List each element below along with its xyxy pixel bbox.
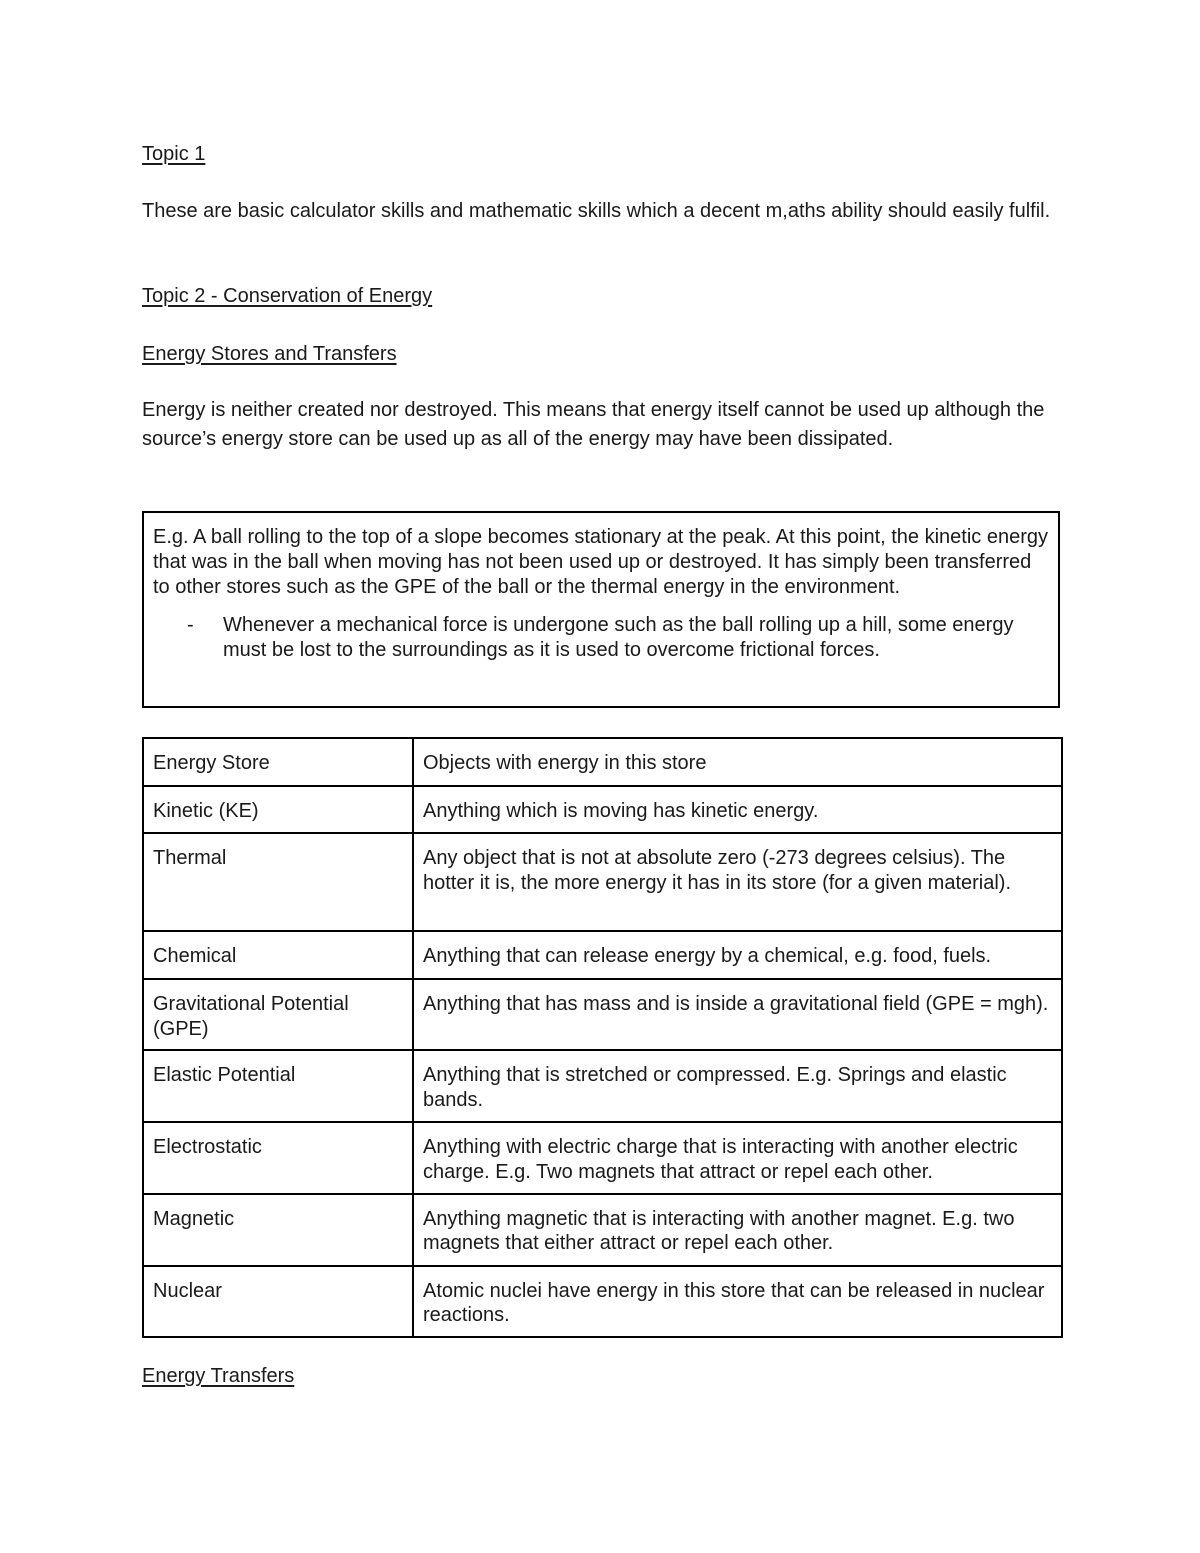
bullet-marker: - <box>187 614 194 637</box>
callout-bullet-text: Whenever a mechanical force is undergone such as the ball rolling up a hill, some energy must be lost to the surroundings as it is used to overcome frictional forces. <box>223 614 1014 662</box>
callout-text: E.g. A ball rolling to the top of a slope becomes stationary at the peak. At this point, the kinetic energy that was in the ball when moving has not been used up or destroyed. It has simply been transferred to other stores such as the GPE of the ball or the thermal energy in the environment. <box>153 526 1048 598</box>
table-row <box>143 1122 1062 1194</box>
store-description-cell: Anything magnetic that is interacting with another magnet. E.g. two magnets that either attract or repel each other. <box>413 1194 1062 1266</box>
table-row <box>143 1266 1062 1338</box>
store-description-cell: Anything that can release energy by a chemical, e.g. food, fuels. <box>413 931 1062 979</box>
example-callout-box <box>142 511 1060 708</box>
header-cell-store: Energy Store <box>143 738 413 786</box>
energy-stores-table <box>142 737 1063 1338</box>
table-row <box>143 833 1062 931</box>
topic2-heading: Topic 2 - Conservation of Energy <box>142 285 433 307</box>
store-name-cell: Thermal <box>143 833 413 931</box>
table-row <box>143 1194 1062 1266</box>
callout-bullet <box>153 613 1048 663</box>
topic1-paragraph: These are basic calculator skills and mathematic skills which a decent m,aths ability should easily fulfil. <box>142 200 1051 222</box>
store-name-cell: Nuclear <box>143 1266 413 1338</box>
store-name-cell: Elastic Potential <box>143 1050 413 1122</box>
store-description-cell: Atomic nuclei have energy in this store that can be released in nuclear reactions. <box>413 1266 1062 1338</box>
energy-stores-subheading: Energy Stores and Transfers <box>142 343 397 365</box>
store-description-cell: Anything with electric charge that is interacting with another electric charge. E.g. Two magnets that attract or repel each other. <box>413 1122 1062 1194</box>
store-description-cell: Anything which is moving has kinetic energy. <box>413 786 1062 833</box>
store-description-cell: Anything that has mass and is inside a gravitational field (GPE = mgh). <box>413 979 1062 1051</box>
energy-transfers-heading: Energy Transfers <box>142 1365 295 1387</box>
table-row <box>143 931 1062 979</box>
table-row <box>143 979 1062 1051</box>
store-description-cell: Any object that is not at absolute zero (-273 degrees celsius). The hotter it is, the more energy it has in its store (for a given material). <box>413 833 1062 931</box>
conservation-paragraph: Energy is neither created nor destroyed. This means that energy itself cannot be used up although the source’s energy store can be used up as all of the energy may have been dissipated. <box>142 399 1045 450</box>
store-name-cell: Magnetic <box>143 1194 413 1266</box>
store-name-cell: Gravitational Potential (GPE) <box>143 979 413 1051</box>
store-name-cell: Chemical <box>143 931 413 979</box>
store-name-cell: Kinetic (KE) <box>143 786 413 833</box>
table-header-row <box>143 738 1062 786</box>
store-description-cell: Anything that is stretched or compressed. E.g. Springs and elastic bands. <box>413 1050 1062 1122</box>
topic1-heading: Topic 1 <box>142 143 206 165</box>
table-row <box>143 1050 1062 1122</box>
table-row <box>143 786 1062 833</box>
header-cell-objects: Objects with energy in this store <box>413 738 1062 786</box>
store-name-cell: Electrostatic <box>143 1122 413 1194</box>
